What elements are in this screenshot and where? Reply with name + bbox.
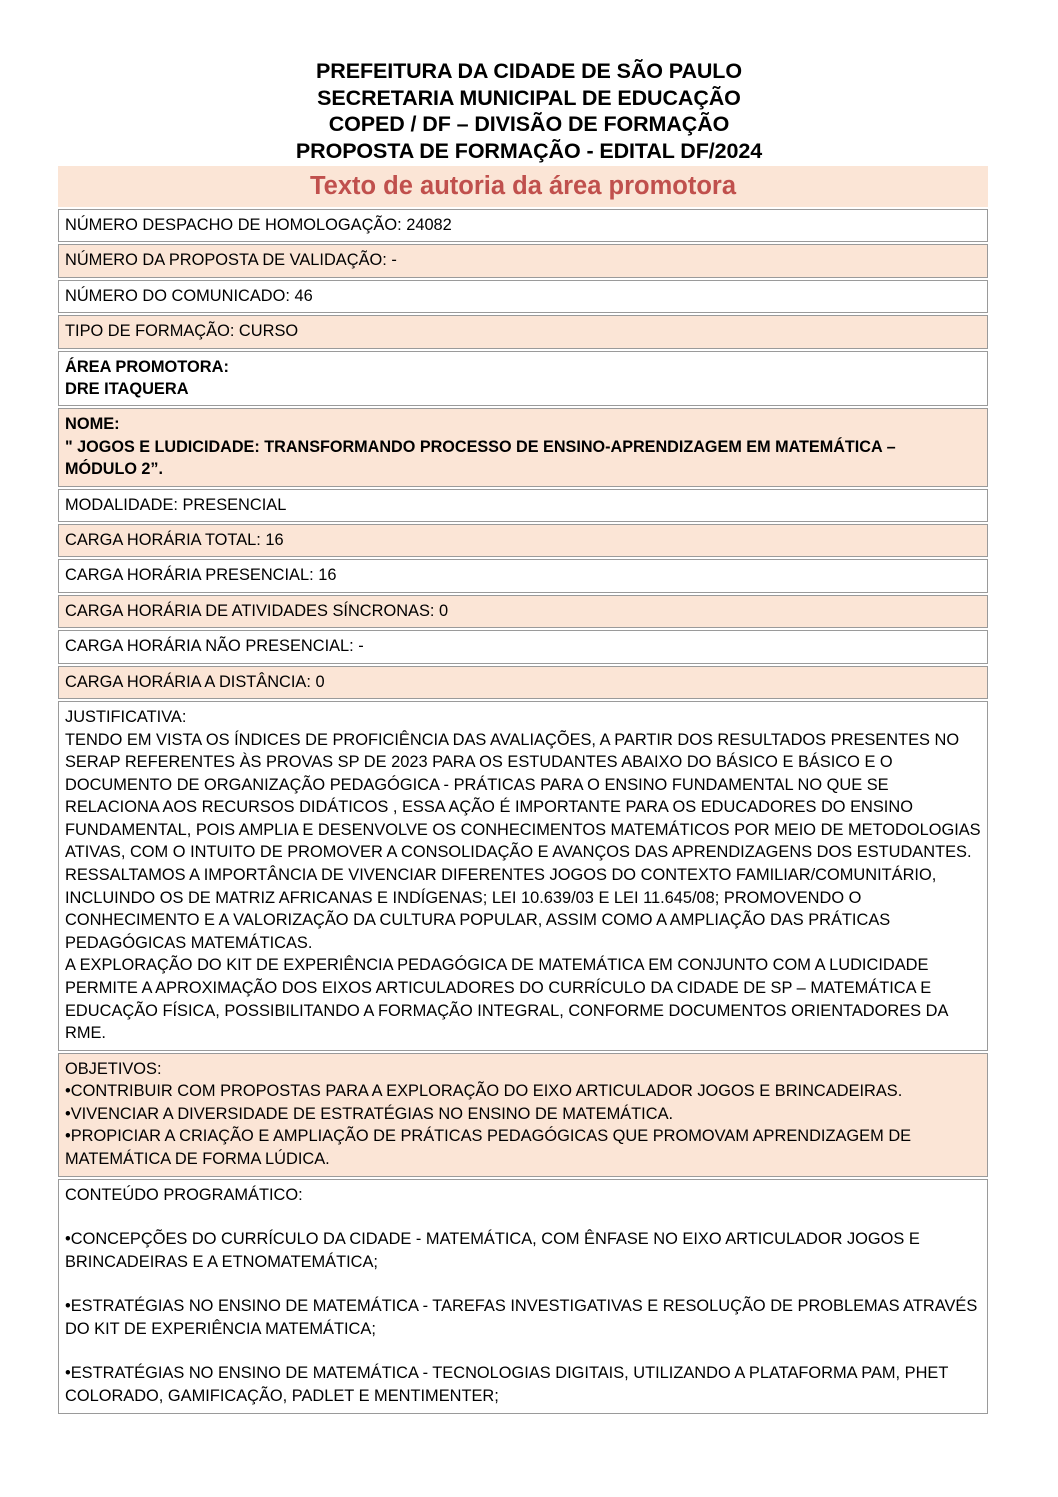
objetivos-label: OBJETIVOS: <box>65 1059 162 1078</box>
table-row-justificativa <box>58 701 988 1051</box>
banner-cell <box>58 166 988 207</box>
banner-title: Texto de autoria da área promotora <box>309 172 737 200</box>
field-carga-horaria-presencial: CARGA HORÁRIA PRESENCIAL: 16 <box>58 559 988 592</box>
table-row-carga-sincronas <box>58 595 988 628</box>
table-row-tipo-formacao <box>58 315 988 348</box>
table-row-proposta-validacao <box>58 244 988 277</box>
area-promotora-label: ÁREA PROMOTORA: <box>65 357 229 376</box>
table-row-carga-distancia <box>58 666 988 699</box>
justificativa-paragraph-2: RESSALTAMOS A IMPORTÂNCIA DE VIVENCIAR DIFERENTES JOGOS DO CONTEXTO FAMILIAR/COMUNITÁRIO, INCLUINDO OS DE MATRIZ AFRICANAS E INDÍGENAS; LEI 10.639/03 E LEI 11.645/08; PROMOVENDO O CONHECIMENTO E A VALORIZAÇÃO DA CULTURA POPULAR, ASSIM COMO A AMPLIAÇÃO DAS PRÁTICAS PEDAGÓGICAS MATEMÁTICAS. <box>65 866 937 952</box>
field-modalidade: MODALIDADE: PRESENCIAL <box>58 489 988 522</box>
field-carga-horaria-total: CARGA HORÁRIA TOTAL: 16 <box>58 524 988 557</box>
objetivo-item: •PROPICIAR A CRIAÇÃO E AMPLIAÇÃO DE PRÁTICAS PEDAGÓGICAS QUE PROMOVAM APRENDIZAGEM DE MATEMÁTICA DE FORMA LÚDICA. <box>65 1127 912 1168</box>
justificativa-paragraph-1: TENDO EM VISTA OS ÍNDICES DE PROFICIÊNCIA DAS AVALIAÇÕES, A PARTIR DOS RESULTADOS PRESENTES NO SERAP REFERENTES ÀS PROVAS SP DE 2023 PARA OS ESTUDANTES ABAIXO DO BÁSICO E BÁSICO E O DOCUMENTO DE ORGANIZAÇÃO PEDAGÓGICA - PRÁTICAS PARA O ENSINO FUNDAMENTAL NO QUE SE RELACIONA AOS RECURSOS DIDÁTICOS , ESSA AÇÃO É IMPORTANTE PARA OS EDUCADORES DO ENSINO FUNDAMENTAL, POIS AMPLIA E DESENVOLVE OS CONHECIMENTOS MATEMÁTICOS POR MEIO DE METODOLOGIAS ATIVAS, COM O INTUITO DE PROMOVER A CONSOLIDAÇÃO E AVANÇOS DAS APRENDIZAGENS DOS ESTUDANTES. <box>65 730 981 862</box>
nome-label: NOME: <box>65 415 120 434</box>
table-row-nome <box>58 408 988 486</box>
field-carga-horaria-sincronas: CARGA HORÁRIA DE ATIVIDADES SÍNCRONAS: 0 <box>58 595 988 628</box>
conteudo-item: •ESTRATÉGIAS NO ENSINO DE MATEMÁTICA - TAREFAS INVESTIGATIVAS E RESOLUÇÃO DE PROBLEMAS ATRAVÉS DO KIT DE EXPERIÊNCIA MATEMÁTICA; <box>65 1297 978 1338</box>
justificativa-label: JUSTIFICATIVA: <box>65 708 187 727</box>
nome-value-line-2: MÓDULO 2”. <box>65 460 164 479</box>
table-row-banner <box>58 166 988 207</box>
field-numero-comunicado: NÚMERO DO COMUNICADO: 46 <box>58 280 988 313</box>
field-objetivos <box>58 1053 988 1177</box>
field-carga-horaria-nao-presencial: CARGA HORÁRIA NÃO PRESENCIAL: - <box>58 630 988 663</box>
objetivo-item: •CONTRIBUIR COM PROPOSTAS PARA A EXPLORAÇÃO DO EIXO ARTICULADOR JOGOS E BRINCADEIRAS. <box>65 1082 903 1101</box>
header-line-proposta: PROPOSTA DE FORMAÇÃO - EDITAL DF/2024 <box>295 138 763 163</box>
header-line-coped: COPED / DF – DIVISÃO DE FORMAÇÃO <box>328 112 730 136</box>
area-promotora-value: DRE ITAQUERA <box>65 380 189 399</box>
table-row-area-promotora <box>58 351 988 407</box>
proposal-table <box>58 164 988 1416</box>
table-row-comunicado <box>58 280 988 313</box>
objetivo-item: •VIVENCIAR A DIVERSIDADE DE ESTRATÉGIAS NO ENSINO DE MATEMÁTICA. <box>65 1104 674 1123</box>
field-carga-horaria-distancia: CARGA HORÁRIA A DISTÂNCIA: 0 <box>58 666 988 699</box>
conteudo-item: •ESTRATÉGIAS NO ENSINO DE MATEMÁTICA - TECNOLOGIAS DIGITAIS, UTILIZANDO A PLATAFORMA PAM, PHET COLORADO, GAMIFICAÇÃO, PADLET E MENTIMENTER; <box>65 1364 949 1405</box>
header-line-prefeitura: PREFEITURA DA CIDADE DE SÃO PAULO <box>316 59 742 83</box>
field-proposta-validacao: NÚMERO DA PROPOSTA DE VALIDAÇÃO: - <box>58 244 988 277</box>
justificativa-paragraph-3: A EXPLORAÇÃO DO KIT DE EXPERIÊNCIA PEDAGÓGICA DE MATEMÁTICA EM CONJUNTO COM A LUDICIDADE PERMITE A APROXIMAÇÃO DOS EIXOS ARTICULADORES DO CURRÍCULO DA CIDADE DE SP – MATEMÁTICA E EDUCAÇÃO FÍSICA, POSSIBILITANDO A FORMAÇÃO INTEGRAL, CONFORME DOCUMENTOS ORIENTADORES DA RME. <box>65 956 948 1043</box>
table-row-conteudo-programatico <box>58 1179 988 1414</box>
document-header <box>0 0 1058 164</box>
table-row-modalidade <box>58 489 988 522</box>
table-row-carga-nao-presencial <box>58 630 988 663</box>
field-nome <box>58 408 988 486</box>
table-row-objetivos <box>58 1053 988 1177</box>
field-area-promotora <box>58 351 988 407</box>
table-row-carga-total <box>58 524 988 557</box>
nome-value-line-1: " JOGOS E LUDICIDADE: TRANSFORMANDO PROCESSO DE ENSINO-APRENDIZAGEM EM MATEMÁTICA – <box>65 437 896 456</box>
field-justificativa <box>58 701 988 1051</box>
field-conteudo-programatico <box>58 1179 988 1414</box>
conteudo-programatico-label: CONTEÚDO PROGRAMÁTICO: <box>65 1185 303 1204</box>
table-row-despacho <box>58 209 988 242</box>
header-line-secretaria: SECRETARIA MUNICIPAL DE EDUCAÇÃO <box>317 85 741 110</box>
table-row-carga-presencial <box>58 559 988 592</box>
field-tipo-formacao: TIPO DE FORMAÇÃO: CURSO <box>58 315 988 348</box>
field-despacho-homologacao: NÚMERO DESPACHO DE HOMOLOGAÇÃO: 24082 <box>58 209 988 242</box>
conteudo-item: •CONCEPÇÕES DO CURRÍCULO DA CIDADE - MATEMÁTICA, COM ÊNFASE NO EIXO ARTICULADOR JOGOS E BRINCADEIRAS E A ETNOMATEMÁTICA; <box>65 1230 920 1271</box>
